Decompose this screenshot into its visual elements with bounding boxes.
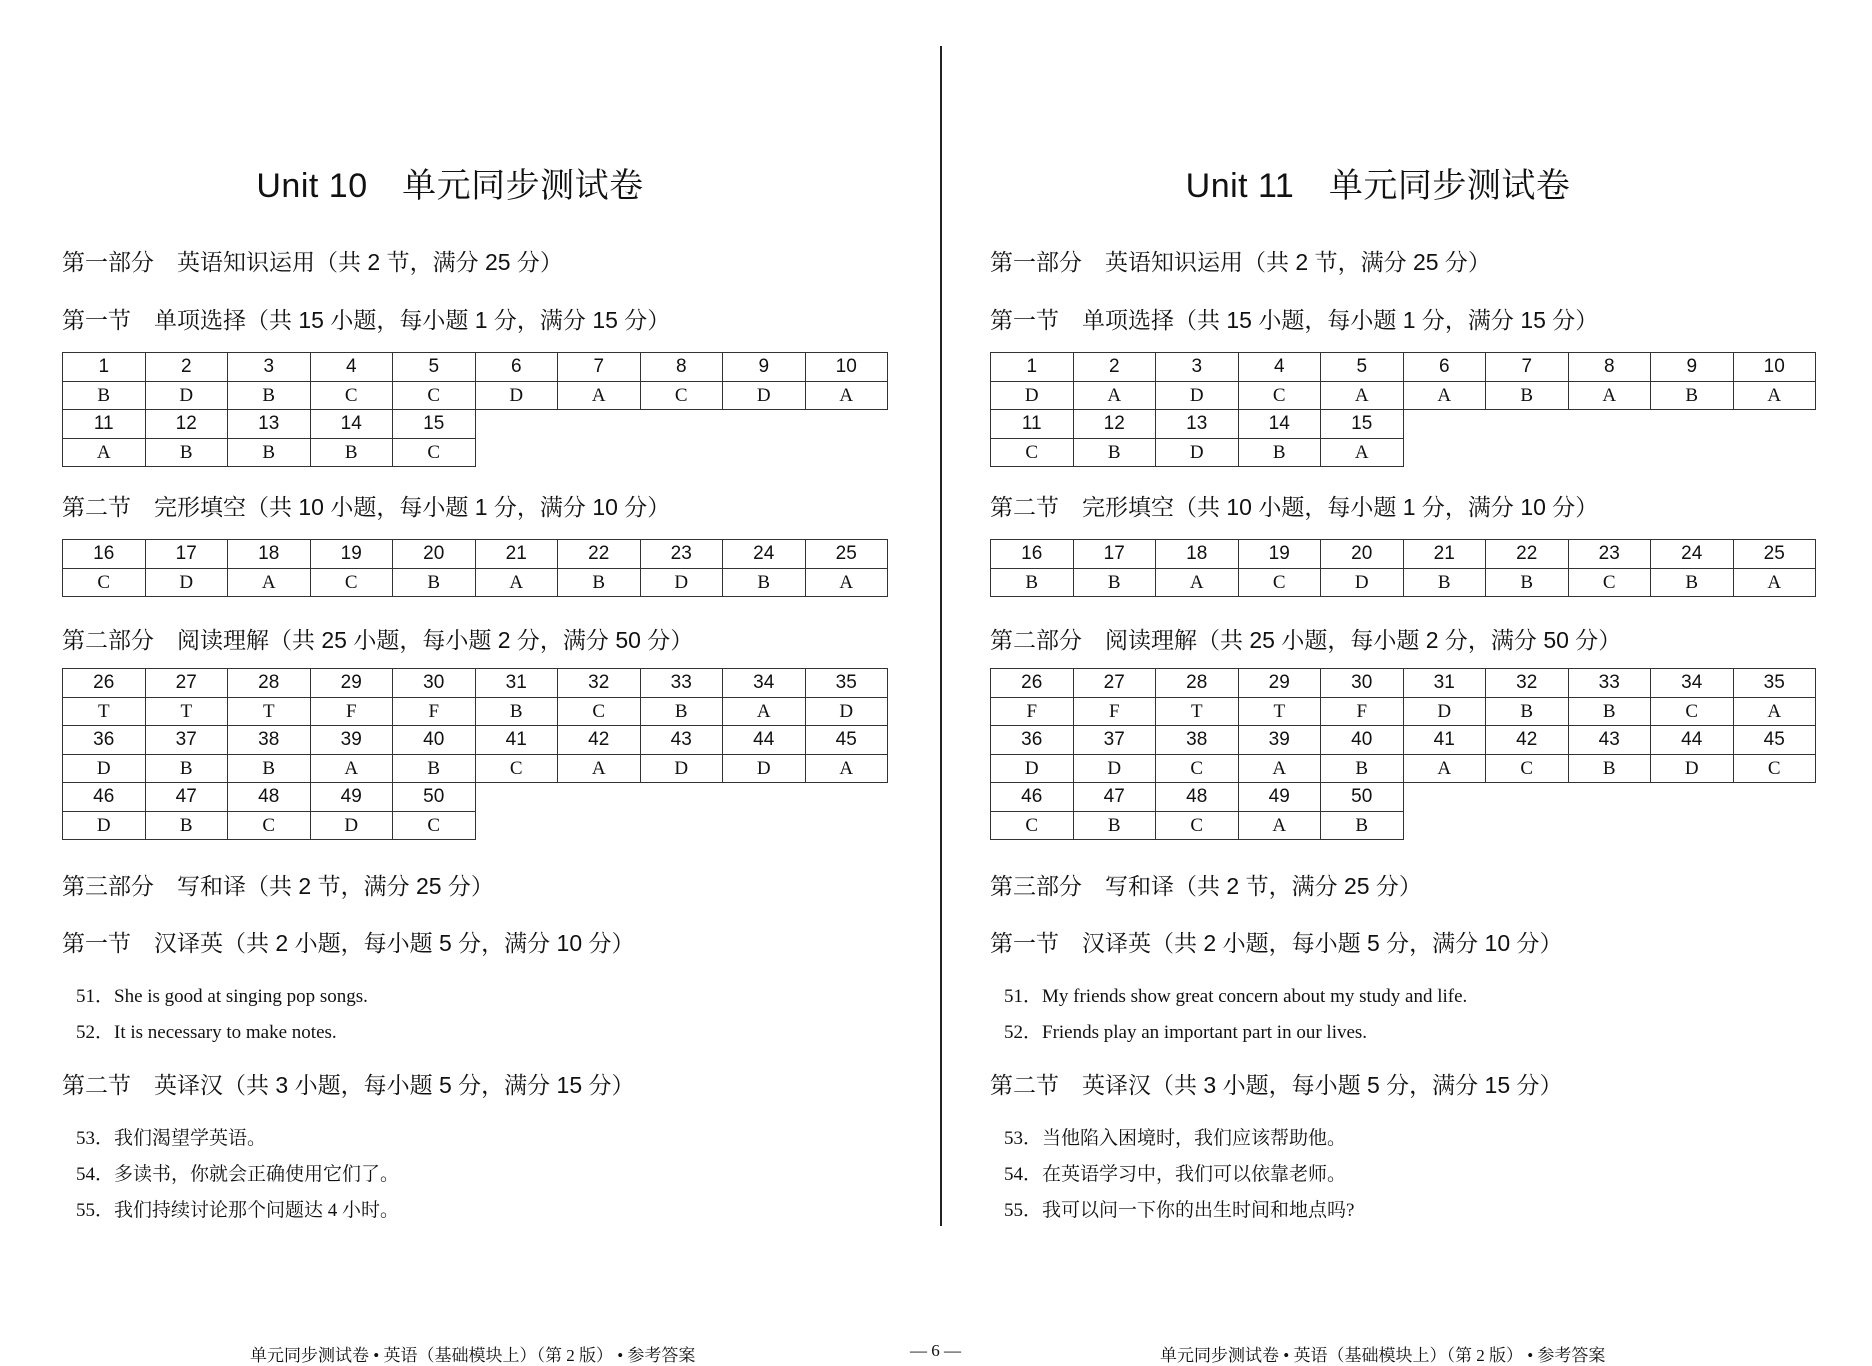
question-number-cell: 29 <box>1238 669 1321 698</box>
question-number-cell: 27 <box>1073 669 1156 698</box>
answer-cell: T <box>145 697 228 726</box>
question-number-cell: 28 <box>228 669 311 698</box>
question-number-cell: 11 <box>63 410 146 439</box>
answer-cell: A <box>558 754 641 783</box>
answer-cell: C <box>1651 697 1734 726</box>
question-number-row <box>63 353 888 382</box>
answer-cell: B <box>723 568 806 597</box>
question-number-cell: 33 <box>1568 669 1651 698</box>
answer-cell: C <box>1733 754 1816 783</box>
question-number-cell: 16 <box>63 540 146 569</box>
question-number-cell: 4 <box>310 353 393 382</box>
answer-cell: C <box>558 697 641 726</box>
answer-cell: B <box>1403 568 1486 597</box>
question-number-cell: 47 <box>1073 783 1156 812</box>
question-number-cell: 40 <box>1321 726 1404 755</box>
question-number-cell: 23 <box>1568 540 1651 569</box>
question-number-cell: 12 <box>1073 410 1156 439</box>
part3-heading: 第三部分 写和译（共 2 节，满分 25 分） <box>990 873 1422 899</box>
question-number-cell: 39 <box>310 726 393 755</box>
question-number-cell: 49 <box>310 783 393 812</box>
answer-cell: C <box>1156 754 1239 783</box>
question-number-cell: 40 <box>393 726 476 755</box>
question-number-cell: 42 <box>1486 726 1569 755</box>
answer-cell: B <box>1073 568 1156 597</box>
question-number-cell: 43 <box>640 726 723 755</box>
part1-heading: 第一部分 英语知识运用（共 2 节，满分 25 分） <box>62 249 563 275</box>
answer-cell: B <box>1568 697 1651 726</box>
question-number-cell: 10 <box>1733 353 1816 382</box>
question-number-cell: 35 <box>1733 669 1816 698</box>
question-number-cell: 13 <box>1156 410 1239 439</box>
question-number-cell: 31 <box>475 669 558 698</box>
question-number-cell: 31 <box>1403 669 1486 698</box>
answer-cell: B <box>145 438 228 467</box>
question-number-cell: 2 <box>1073 353 1156 382</box>
answer-cell: A <box>1733 568 1816 597</box>
answer-cell: F <box>393 697 476 726</box>
answer-cell: T <box>1156 697 1239 726</box>
answer-cell: C <box>1486 754 1569 783</box>
answer-row <box>63 438 888 467</box>
question-number-cell: 33 <box>640 669 723 698</box>
answer-cell: D <box>63 754 146 783</box>
question-number-cell: 21 <box>1403 540 1486 569</box>
answer-cell: D <box>1321 568 1404 597</box>
answer-cell: T <box>63 697 146 726</box>
question-number-cell: 3 <box>228 353 311 382</box>
question-number-cell: 34 <box>723 669 806 698</box>
question-number-cell: 24 <box>723 540 806 569</box>
answer-cell: B <box>1321 811 1404 840</box>
answer-cell: A <box>1403 381 1486 410</box>
answer-row <box>63 381 888 410</box>
answer-cell: A <box>723 697 806 726</box>
answer-cell: D <box>805 697 888 726</box>
question-number-cell: 18 <box>228 540 311 569</box>
answer-cell: B <box>1486 697 1569 726</box>
answer-cell: D <box>1651 754 1734 783</box>
part3-sec1-heading: 第一节 汉译英（共 2 小题，每小题 5 分，满分 10 分） <box>990 930 1563 956</box>
translation-line: 53．我们渴望学英语。 <box>76 1128 267 1149</box>
part2-answer-table <box>990 668 1816 840</box>
question-number-cell: 29 <box>310 669 393 698</box>
question-number-cell: 41 <box>1403 726 1486 755</box>
question-number-cell: 19 <box>310 540 393 569</box>
answer-cell: B <box>1321 754 1404 783</box>
answer-cell: C <box>310 568 393 597</box>
question-number-cell: 6 <box>475 353 558 382</box>
answer-row <box>63 811 888 840</box>
sec2-heading: 第二节 完形填空（共 10 小题，每小题 1 分，满分 10 分） <box>62 494 671 520</box>
answer-cell: B <box>228 754 311 783</box>
answer-cell: A <box>1238 754 1321 783</box>
question-number-row <box>63 669 888 698</box>
translation-line: 51．She is good at singing pop songs. <box>76 986 368 1007</box>
answer-cell: B <box>393 568 476 597</box>
answer-cell: A <box>63 438 146 467</box>
question-number-cell: 22 <box>1486 540 1569 569</box>
question-number-row <box>991 410 1816 439</box>
answer-cell: C <box>63 568 146 597</box>
question-number-cell: 7 <box>1486 353 1569 382</box>
answer-cell: C <box>393 438 476 467</box>
question-number-cell: 46 <box>63 783 146 812</box>
answer-cell: C <box>310 381 393 410</box>
question-number-cell: 17 <box>1073 540 1156 569</box>
sec1-heading: 第一节 单项选择（共 15 小题，每小题 1 分，满分 15 分） <box>62 307 671 333</box>
question-number-cell: 17 <box>145 540 228 569</box>
question-number-cell: 37 <box>1073 726 1156 755</box>
answer-cell: B <box>1486 381 1569 410</box>
translation-line: 53．当他陷入困境时，我们应该帮助他。 <box>1004 1128 1347 1149</box>
answer-cell: A <box>475 568 558 597</box>
part3-sec1-heading: 第一节 汉译英（共 2 小题，每小题 5 分，满分 10 分） <box>62 930 635 956</box>
question-number-cell: 7 <box>558 353 641 382</box>
question-number-cell: 18 <box>1156 540 1239 569</box>
footer-right-text: 单元同步测试卷 • 英语（基础模块上）（第 2 版） • 参考答案 <box>1160 1346 1606 1365</box>
question-number-cell: 14 <box>1238 410 1321 439</box>
question-number-cell: 49 <box>1238 783 1321 812</box>
answer-cell: A <box>1238 811 1321 840</box>
question-number-row <box>991 783 1816 812</box>
answer-row <box>63 568 888 597</box>
footer-left-text: 单元同步测试卷 • 英语（基础模块上）（第 2 版） • 参考答案 <box>250 1346 696 1365</box>
question-number-cell: 12 <box>145 410 228 439</box>
question-number-row <box>991 353 1816 382</box>
question-number-cell: 1 <box>63 353 146 382</box>
answer-cell: C <box>1568 568 1651 597</box>
question-number-cell: 8 <box>1568 353 1651 382</box>
answer-cell: T <box>228 697 311 726</box>
answer-cell: C <box>1238 381 1321 410</box>
part3-sec2-heading: 第二节 英译汉（共 3 小题，每小题 5 分，满分 15 分） <box>62 1072 635 1098</box>
question-number-cell: 42 <box>558 726 641 755</box>
question-number-cell: 10 <box>805 353 888 382</box>
answer-cell: A <box>1321 381 1404 410</box>
footer-page-number: — 6 — <box>910 1341 961 1360</box>
answer-cell: F <box>991 697 1074 726</box>
answer-cell: B <box>1238 438 1321 467</box>
question-number-cell: 9 <box>723 353 806 382</box>
answer-cell: B <box>1073 811 1156 840</box>
question-number-cell: 39 <box>1238 726 1321 755</box>
answer-cell: B <box>63 381 146 410</box>
question-number-cell: 11 <box>991 410 1074 439</box>
question-number-cell: 8 <box>640 353 723 382</box>
question-number-cell: 30 <box>1321 669 1404 698</box>
question-number-cell: 13 <box>228 410 311 439</box>
answer-cell: C <box>393 811 476 840</box>
question-number-cell: 46 <box>991 783 1074 812</box>
answer-cell: D <box>1073 754 1156 783</box>
answer-cell: D <box>63 811 146 840</box>
translation-line: 54．多读书，你就会正确使用它们了。 <box>76 1164 400 1185</box>
answer-cell: B <box>1651 381 1734 410</box>
question-number-cell: 25 <box>805 540 888 569</box>
translation-line: 55．我可以问一下你的出生时间和地点吗? <box>1004 1200 1355 1221</box>
question-number-cell: 43 <box>1568 726 1651 755</box>
answer-cell: B <box>310 438 393 467</box>
answer-cell: A <box>1156 568 1239 597</box>
answer-cell: A <box>805 381 888 410</box>
answer-cell: A <box>805 754 888 783</box>
answer-cell: D <box>991 754 1074 783</box>
question-number-cell: 45 <box>1733 726 1816 755</box>
answer-cell: C <box>393 381 476 410</box>
answer-cell: B <box>640 697 723 726</box>
question-number-cell: 38 <box>1156 726 1239 755</box>
answer-cell: D <box>1156 438 1239 467</box>
answer-row <box>63 697 888 726</box>
answer-row <box>991 438 1816 467</box>
question-number-cell: 36 <box>991 726 1074 755</box>
question-number-cell: 23 <box>640 540 723 569</box>
question-number-cell: 20 <box>393 540 476 569</box>
answer-cell: C <box>1156 811 1239 840</box>
answer-cell: C <box>228 811 311 840</box>
sec1-heading: 第一节 单项选择（共 15 小题，每小题 1 分，满分 15 分） <box>990 307 1599 333</box>
answer-cell: D <box>145 568 228 597</box>
translation-line: 51．My friends show great concern about my study and life. <box>1004 986 1468 1007</box>
question-number-cell: 30 <box>393 669 476 698</box>
answer-cell: C <box>991 811 1074 840</box>
answer-cell: T <box>1238 697 1321 726</box>
answer-row <box>991 568 1816 597</box>
answer-cell: B <box>1073 438 1156 467</box>
answer-cell: D <box>1403 697 1486 726</box>
part2-heading: 第二部分 阅读理解（共 25 小题，每小题 2 分，满分 50 分） <box>990 627 1622 653</box>
answer-cell: B <box>1486 568 1569 597</box>
translation-line: 52．It is necessary to make notes. <box>76 1022 337 1043</box>
question-number-cell: 48 <box>228 783 311 812</box>
question-number-cell: 41 <box>475 726 558 755</box>
answer-cell: B <box>228 381 311 410</box>
question-number-cell: 15 <box>1321 410 1404 439</box>
question-number-cell: 47 <box>145 783 228 812</box>
part2-answer-table <box>62 668 888 840</box>
question-number-row <box>991 726 1816 755</box>
answer-cell: B <box>228 438 311 467</box>
answer-cell: C <box>475 754 558 783</box>
answer-cell: A <box>1403 754 1486 783</box>
question-number-cell: 36 <box>63 726 146 755</box>
answer-cell: D <box>723 754 806 783</box>
part3-sec2-heading: 第二节 英译汉（共 3 小题，每小题 5 分，满分 15 分） <box>990 1072 1563 1098</box>
answer-cell: D <box>145 381 228 410</box>
answer-cell: F <box>310 697 393 726</box>
question-number-cell: 2 <box>145 353 228 382</box>
answer-cell: B <box>1568 754 1651 783</box>
answer-cell: B <box>475 697 558 726</box>
question-number-cell: 27 <box>145 669 228 698</box>
question-number-cell: 44 <box>723 726 806 755</box>
answer-cell: B <box>991 568 1074 597</box>
question-number-cell: 1 <box>991 353 1074 382</box>
question-number-cell: 50 <box>1321 783 1404 812</box>
answer-cell: A <box>1073 381 1156 410</box>
question-number-cell: 14 <box>310 410 393 439</box>
answer-row <box>991 697 1816 726</box>
question-number-cell: 6 <box>1403 353 1486 382</box>
sec2-heading: 第二节 完形填空（共 10 小题，每小题 1 分，满分 10 分） <box>990 494 1599 520</box>
question-number-cell: 32 <box>558 669 641 698</box>
answer-cell: B <box>558 568 641 597</box>
question-number-cell: 50 <box>393 783 476 812</box>
answer-cell: D <box>1156 381 1239 410</box>
question-number-cell: 45 <box>805 726 888 755</box>
question-number-row <box>63 410 888 439</box>
answer-cell: D <box>723 381 806 410</box>
answer-cell: F <box>1321 697 1404 726</box>
answer-cell: D <box>640 754 723 783</box>
question-number-cell: 38 <box>228 726 311 755</box>
question-number-cell: 21 <box>475 540 558 569</box>
answer-cell: C <box>640 381 723 410</box>
question-number-cell: 26 <box>63 669 146 698</box>
question-number-cell: 20 <box>1321 540 1404 569</box>
answer-cell: A <box>310 754 393 783</box>
page-title: Unit 10 单元同步测试卷 <box>256 167 644 205</box>
translation-line: 55．我们持续讨论那个问题达 4 小时。 <box>76 1200 400 1221</box>
question-number-cell: 35 <box>805 669 888 698</box>
question-number-cell: 16 <box>991 540 1074 569</box>
sec2-answer-table <box>990 539 1816 597</box>
part3-heading: 第三部分 写和译（共 2 节，满分 25 分） <box>62 873 494 899</box>
answer-cell: C <box>1238 568 1321 597</box>
answer-cell: D <box>991 381 1074 410</box>
answer-cell: A <box>1733 697 1816 726</box>
answer-cell: B <box>145 811 228 840</box>
question-number-cell: 26 <box>991 669 1074 698</box>
answer-row <box>63 754 888 783</box>
question-number-cell: 22 <box>558 540 641 569</box>
question-number-cell: 5 <box>1321 353 1404 382</box>
answer-cell: D <box>640 568 723 597</box>
page-title: Unit 11 单元同步测试卷 <box>1185 167 1571 205</box>
question-number-row <box>991 540 1816 569</box>
answer-cell: A <box>1568 381 1651 410</box>
part2-heading: 第二部分 阅读理解（共 25 小题，每小题 2 分，满分 50 分） <box>62 627 694 653</box>
answer-cell: A <box>228 568 311 597</box>
answer-cell: B <box>393 754 476 783</box>
question-number-cell: 4 <box>1238 353 1321 382</box>
answer-cell: A <box>805 568 888 597</box>
translation-line: 54．在英语学习中，我们可以依靠老师。 <box>1004 1164 1347 1185</box>
answer-cell: A <box>558 381 641 410</box>
answer-row <box>991 381 1816 410</box>
translation-line: 52．Friends play an important part in our lives. <box>1004 1022 1368 1043</box>
answer-cell: B <box>145 754 228 783</box>
question-number-cell: 24 <box>1651 540 1734 569</box>
question-number-cell: 32 <box>1486 669 1569 698</box>
question-number-cell: 37 <box>145 726 228 755</box>
question-number-cell: 44 <box>1651 726 1734 755</box>
part1-heading: 第一部分 英语知识运用（共 2 节，满分 25 分） <box>990 249 1491 275</box>
question-number-cell: 25 <box>1733 540 1816 569</box>
question-number-cell: 3 <box>1156 353 1239 382</box>
question-number-cell: 28 <box>1156 669 1239 698</box>
question-number-row <box>63 783 888 812</box>
page-divider <box>940 46 942 1226</box>
answer-row <box>991 811 1816 840</box>
answer-cell: A <box>1733 381 1816 410</box>
answer-row <box>991 754 1816 783</box>
question-number-cell: 5 <box>393 353 476 382</box>
question-number-row <box>63 540 888 569</box>
answer-cell: A <box>1321 438 1404 467</box>
answer-cell: B <box>1651 568 1734 597</box>
question-number-cell: 19 <box>1238 540 1321 569</box>
question-number-row <box>991 669 1816 698</box>
sec2-answer-table <box>62 539 888 597</box>
answer-cell: D <box>475 381 558 410</box>
question-number-cell: 48 <box>1156 783 1239 812</box>
sec1-answer-table <box>62 352 888 467</box>
question-number-cell: 9 <box>1651 353 1734 382</box>
answer-cell: C <box>991 438 1074 467</box>
sec1-answer-table <box>990 352 1816 467</box>
answer-cell: D <box>310 811 393 840</box>
question-number-cell: 34 <box>1651 669 1734 698</box>
question-number-cell: 15 <box>393 410 476 439</box>
question-number-row <box>63 726 888 755</box>
answer-cell: F <box>1073 697 1156 726</box>
